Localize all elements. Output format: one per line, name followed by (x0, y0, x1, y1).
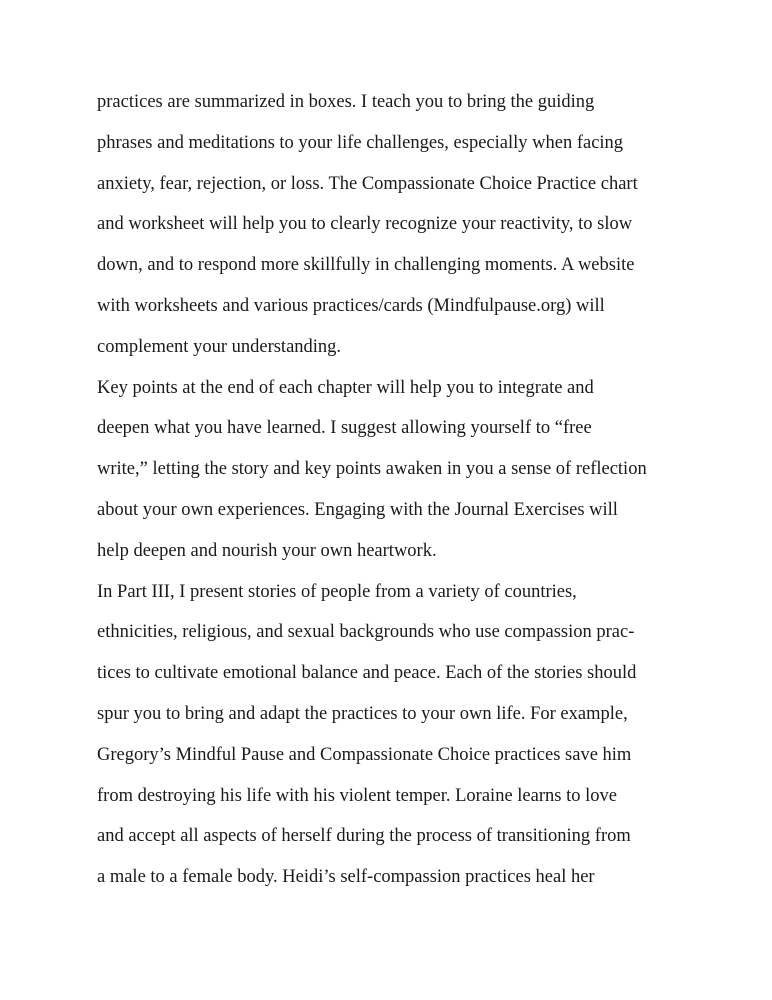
text-line: practices are summarized in boxes. I teach you to bring the guiding (97, 92, 595, 112)
text-line: Gregory’s Mindful Pause and Compassionate Choice practices save him (97, 744, 632, 765)
text-line: ethnicities, religious, and sexual backgrounds who use compassion prac- (97, 622, 635, 643)
text-line: with worksheets and various practices/cards (Mindfulpause.org) will (97, 295, 605, 316)
text-line: down, and to respond more skillfully in challenging moments. A website (97, 255, 635, 276)
text-line: about your own experiences. Engaging with the Journal Exercises will (97, 499, 618, 520)
text-line: from destroying his life with his violent temper. Loraine learns to love (97, 785, 617, 806)
text-line: complement your understanding. (97, 336, 342, 357)
text-line: and worksheet will help you to clearly recognize your reactivity, to slow (97, 214, 633, 235)
body-text (97, 88, 697, 904)
text-line: a male to a female body. Heidi’s self-compassion practices heal her (97, 867, 595, 888)
text-line: phrases and meditations to your life challenges, especially when facing (97, 132, 624, 153)
text-line: help deepen and nourish your own heartwork. (97, 540, 437, 561)
text-line: tices to cultivate emotional balance and peace. Each of the stories should (97, 663, 637, 684)
text-line: and accept all aspects of herself during the process of transitioning from (97, 826, 631, 847)
text-line: anxiety, fear, rejection, or loss. The Compassionate Choice Practice chart (97, 173, 638, 194)
text-line: Key points at the end of each chapter will help you to integrate and (97, 377, 594, 398)
text-line: spur you to bring and adapt the practices to your own life. For example, (97, 703, 628, 724)
text-line: deepen what you have learned. I suggest allowing yourself to “free (97, 418, 592, 439)
text-line: write,” letting the story and key points awaken in you a sense of reflection (97, 459, 647, 480)
text-line: In Part III, I present stories of people from a variety of countries, (97, 581, 577, 602)
